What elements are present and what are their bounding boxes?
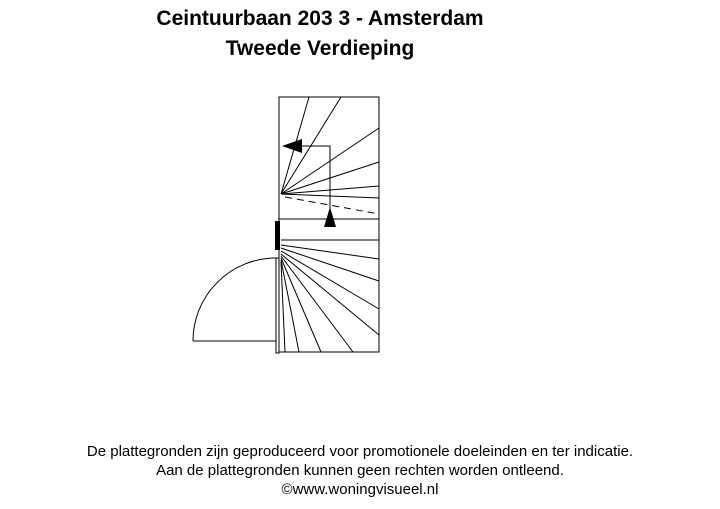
lower-stair-treads <box>281 240 379 352</box>
arrow-up-icon <box>324 207 336 227</box>
door-jamb <box>275 221 280 250</box>
cut-line-dashed <box>285 197 379 214</box>
disclaimer-line-1: De plattegronden zijn geproduceerd voor promotionele doeleinden en ter indicatie. <box>86 443 634 460</box>
door-swing-arc <box>193 258 276 341</box>
copyright-line: ©www.woningvisueel.nl <box>281 481 439 498</box>
disclaimer-line-2: Aan de plattegronden kunnen geen rechten worden ontleend. <box>156 462 564 479</box>
walking-line <box>297 146 330 227</box>
arrow-left-icon <box>282 139 302 153</box>
plan-title: Ceintuurbaan 203 3 - Amsterdam <box>156 7 484 30</box>
door-frame <box>276 258 279 353</box>
floor-label: Tweede Verdieping <box>225 37 415 60</box>
